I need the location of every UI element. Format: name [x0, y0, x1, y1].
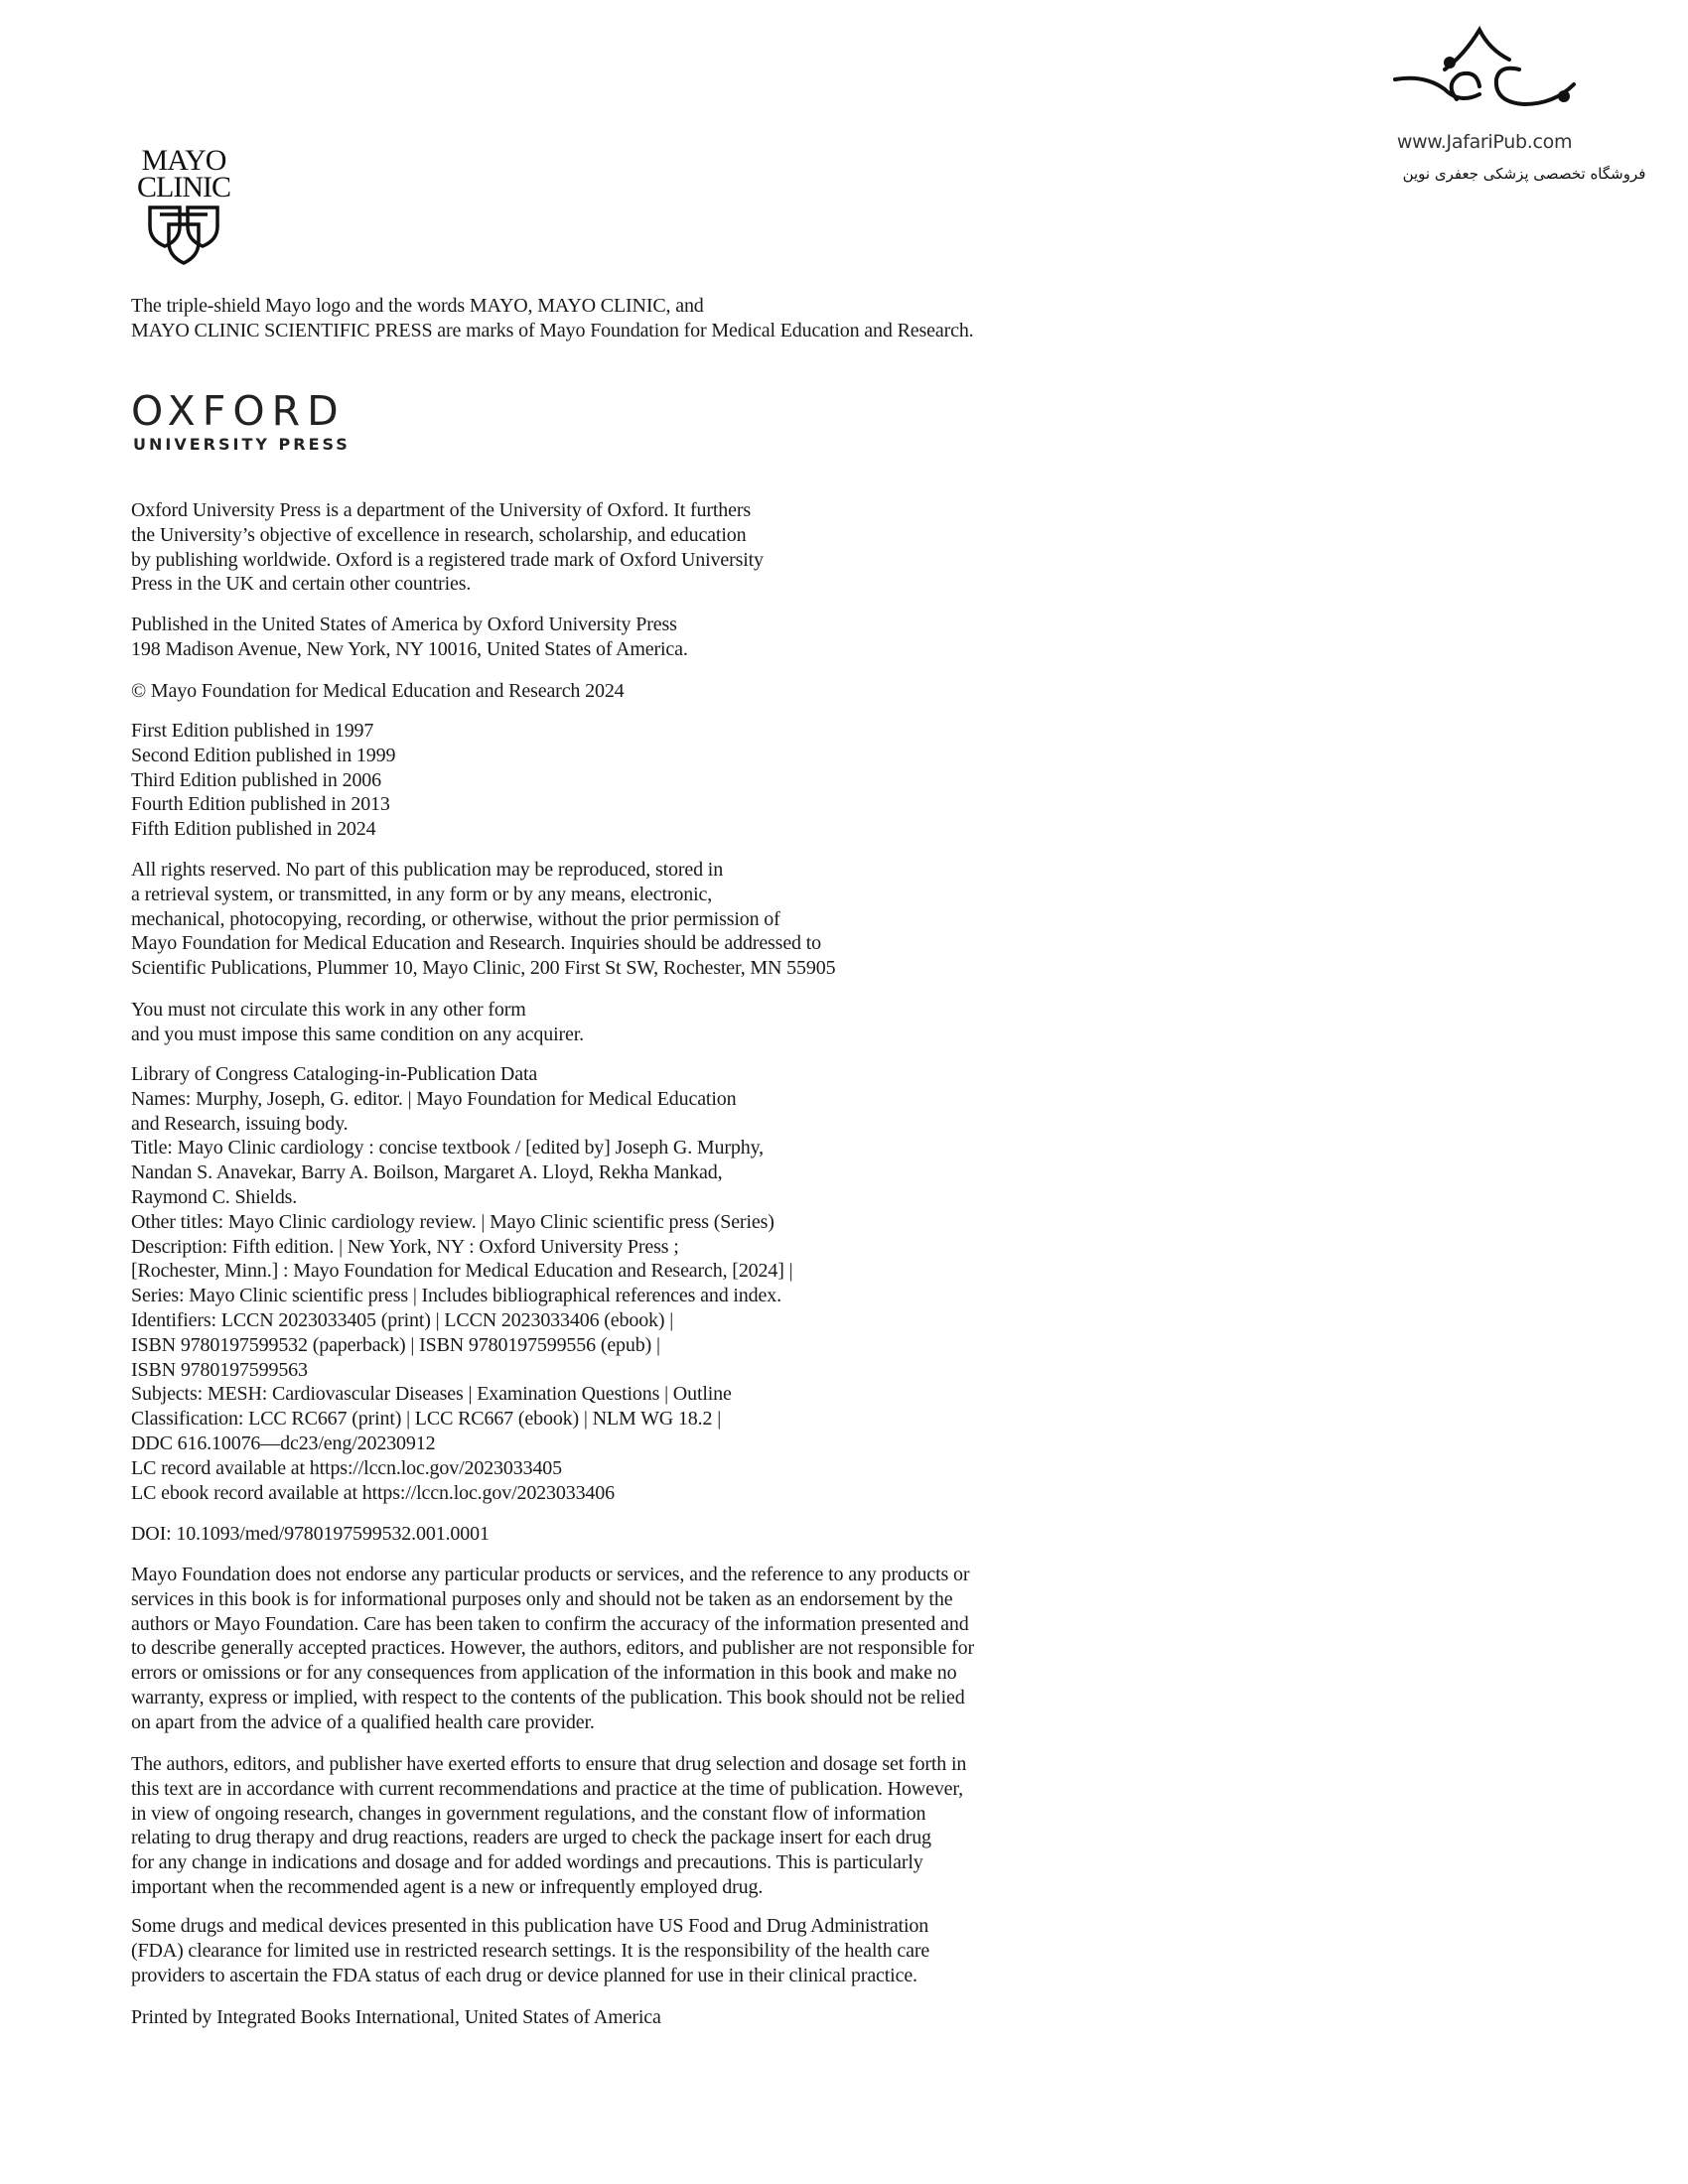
text-line: on apart from the advice of a qualified health care provider. — [131, 1710, 595, 1733]
oup-description — [131, 498, 764, 597]
text-line: by publishing worldwide. Oxford is a registered trade mark of Oxford University — [131, 548, 764, 571]
text-line: this text are in accordance with current recommendations and practice at the time of publication. However, — [131, 1777, 963, 1800]
text-line: The authors, editors, and publisher have exerted efforts to ensure that drug selection and dosage set forth in — [131, 1753, 967, 1775]
text-line: All rights reserved. No part of this publication may be reproduced, stored in — [131, 859, 724, 881]
text-line: and Research, issuing body. — [131, 1112, 349, 1135]
text-line: Oxford University Press is a department of the University of Oxford. It furthers — [131, 499, 751, 521]
text-line: Nandan S. Anavekar, Barry A. Boilson, Margaret A. Lloyd, Rekha Mankad, — [131, 1161, 723, 1184]
cataloging-data — [131, 1062, 792, 1505]
text-line: to describe generally accepted practices. However, the authors, editors, and publisher are not responsible for — [131, 1637, 975, 1660]
text-line: Identifiers: LCCN 2023033405 (print) | LCCN 2023033406 (ebook) | — [131, 1308, 674, 1331]
text-line: providers to ascertain the FDA status of each drug or device planned for use in their clinical practice. — [131, 1964, 917, 1986]
triple-shield-icon — [146, 205, 221, 266]
jafaripub-tagline: فروشگاه تخصصی پزشکی جعفری نوین — [1402, 165, 1646, 183]
fda-disclaimer — [131, 1914, 929, 1987]
printer-notice — [131, 2005, 661, 2030]
mayo-logo-line1: MAYO — [141, 144, 226, 177]
text-line: Press in the UK and certain other countries. — [131, 573, 472, 596]
text-line: authors or Mayo Foundation. Care has been taken to confirm the accuracy of the information presented and — [131, 1612, 969, 1635]
mayo-clinic-logo — [129, 144, 238, 271]
jafaripub-watermark — [1360, 25, 1648, 183]
text-line: DOI: 10.1093/med/9780197599532.001.0001 — [131, 1523, 490, 1545]
text-line: and you must impose this same condition on any acquirer. — [131, 1023, 584, 1045]
text-line: ISBN 9780197599532 (paperback) | ISBN 9780197599556 (epub) | — [131, 1333, 660, 1356]
oxford-university-press-logo — [131, 387, 351, 454]
text-line: a retrieval system, or transmitted, in any form or by any means, electronic, — [131, 883, 713, 905]
text-line: Scientific Publications, Plummer 10, Mayo Clinic, 200 First St SW, Rochester, MN 55905 — [131, 957, 836, 980]
text-line: for any change in indications and dosage and for added wordings and precautions. This is particularly — [131, 1851, 923, 1874]
text-line: Fourth Edition published in 2013 — [131, 793, 390, 816]
text-line: Subjects: MESH: Cardiovascular Diseases | Examination Questions | Outline — [131, 1383, 732, 1406]
text-line: The triple-shield Mayo logo and the words MAYO, MAYO CLINIC, and — [131, 295, 704, 317]
text-line: Library of Congress Cataloging-in-Publication Data — [131, 1063, 538, 1085]
text-line: Series: Mayo Clinic scientific press | Includes bibliographical references and index. — [131, 1285, 781, 1307]
text-line: Some drugs and medical devices presented in this publication have US Food and Drug Administration — [131, 1915, 929, 1937]
text-line: Printed by Integrated Books International, United States of America — [131, 2006, 661, 2028]
text-line: Title: Mayo Clinic cardiology : concise textbook / [edited by] Joseph G. Murphy, — [131, 1137, 764, 1160]
text-line: LC ebook record available at https://lccn.loc.gov/2023033406 — [131, 1481, 615, 1504]
text-line: Mayo Foundation for Medical Education and Research. Inquiries should be addressed to — [131, 932, 821, 955]
text-line: First Edition published in 1997 — [131, 720, 374, 742]
text-line: Fifth Edition published in 2024 — [131, 818, 376, 841]
text-line: Other titles: Mayo Clinic cardiology review. | Mayo Clinic scientific press (Series) — [131, 1210, 774, 1233]
text-line: LC record available at https://lccn.loc.gov/2023033405 — [131, 1456, 563, 1479]
text-line: Mayo Foundation does not endorse any particular products or services, and the reference to any products or — [131, 1564, 970, 1585]
text-line: Second Edition published in 1999 — [131, 744, 396, 766]
published-in — [131, 613, 688, 662]
circulation-notice — [131, 998, 584, 1047]
text-line: You must not circulate this work in any other form — [131, 999, 526, 1021]
text-line: mechanical, photocopying, recording, or otherwise, without the prior permission of — [131, 907, 780, 930]
doi — [131, 1522, 490, 1547]
text-line: Third Edition published in 2006 — [131, 768, 382, 791]
jafaripub-logo-icon — [1385, 25, 1584, 124]
copyright-notice — [131, 679, 625, 704]
jafaripub-url: www.JafariPub.com — [1396, 131, 1573, 153]
text-line: ISBN 9780197599563 — [131, 1358, 308, 1381]
oxford-logo-wordmark: OXFORD — [131, 387, 346, 435]
text-line: in view of ongoing research, changes in government regulations, and the constant flow of information — [131, 1802, 926, 1825]
text-line: services in this book is for informational purposes only and should not be taken as an endorsement by the — [131, 1587, 953, 1610]
text-line: Description: Fifth edition. | New York, NY : Oxford University Press ; — [131, 1235, 679, 1258]
text-line: Names: Murphy, Joseph, G. editor. | Mayo Foundation for Medical Education — [131, 1087, 737, 1110]
text-line: Raymond C. Shields. — [131, 1185, 298, 1208]
text-line: DDC 616.10076—dc23/eng/20230912 — [131, 1432, 436, 1454]
text-line: [Rochester, Minn.] : Mayo Foundation for Medical Education and Research, [2024] | — [131, 1260, 793, 1283]
text-line: relating to drug therapy and drug reactions, readers are urged to check the package insert for each drug — [131, 1827, 931, 1849]
rights-notice — [131, 858, 835, 981]
text-line: MAYO CLINIC SCIENTIFIC PRESS are marks of Mayo Foundation for Medical Education and Research. — [131, 319, 974, 341]
text-line: Classification: LCC RC667 (print) | LCC RC667 (ebook) | NLM WG 18.2 | — [131, 1408, 722, 1431]
text-line: important when the recommended agent is a new or infrequently employed drug. — [131, 1875, 764, 1898]
text-line: © Mayo Foundation for Medical Education and Research 2024 — [131, 680, 625, 702]
text-line: (FDA) clearance for limited use in restricted research settings. It is the responsibility of the health care — [131, 1939, 930, 1962]
text-line: errors or omissions or for any consequences from application of the information in this book and make no — [131, 1662, 957, 1685]
drug-disclaimer — [131, 1752, 966, 1900]
text-line: warranty, express or implied, with respect to the contents of the publication. This book should not be relied — [131, 1686, 965, 1708]
text-line: 198 Madison Avenue, New York, NY 10016, United States of America. — [131, 637, 688, 660]
mayo-logo-line2: CLINIC — [137, 171, 230, 204]
edition-history — [131, 719, 395, 842]
endorsement-disclaimer — [131, 1563, 974, 1735]
text-line: the University’s objective of excellence in research, scholarship, and education — [131, 523, 747, 546]
trademark-notice — [131, 294, 974, 343]
oxford-logo-subtitle: UNIVERSITY PRESS — [133, 435, 351, 454]
text-line: Published in the United States of America by Oxford University Press — [131, 614, 677, 635]
